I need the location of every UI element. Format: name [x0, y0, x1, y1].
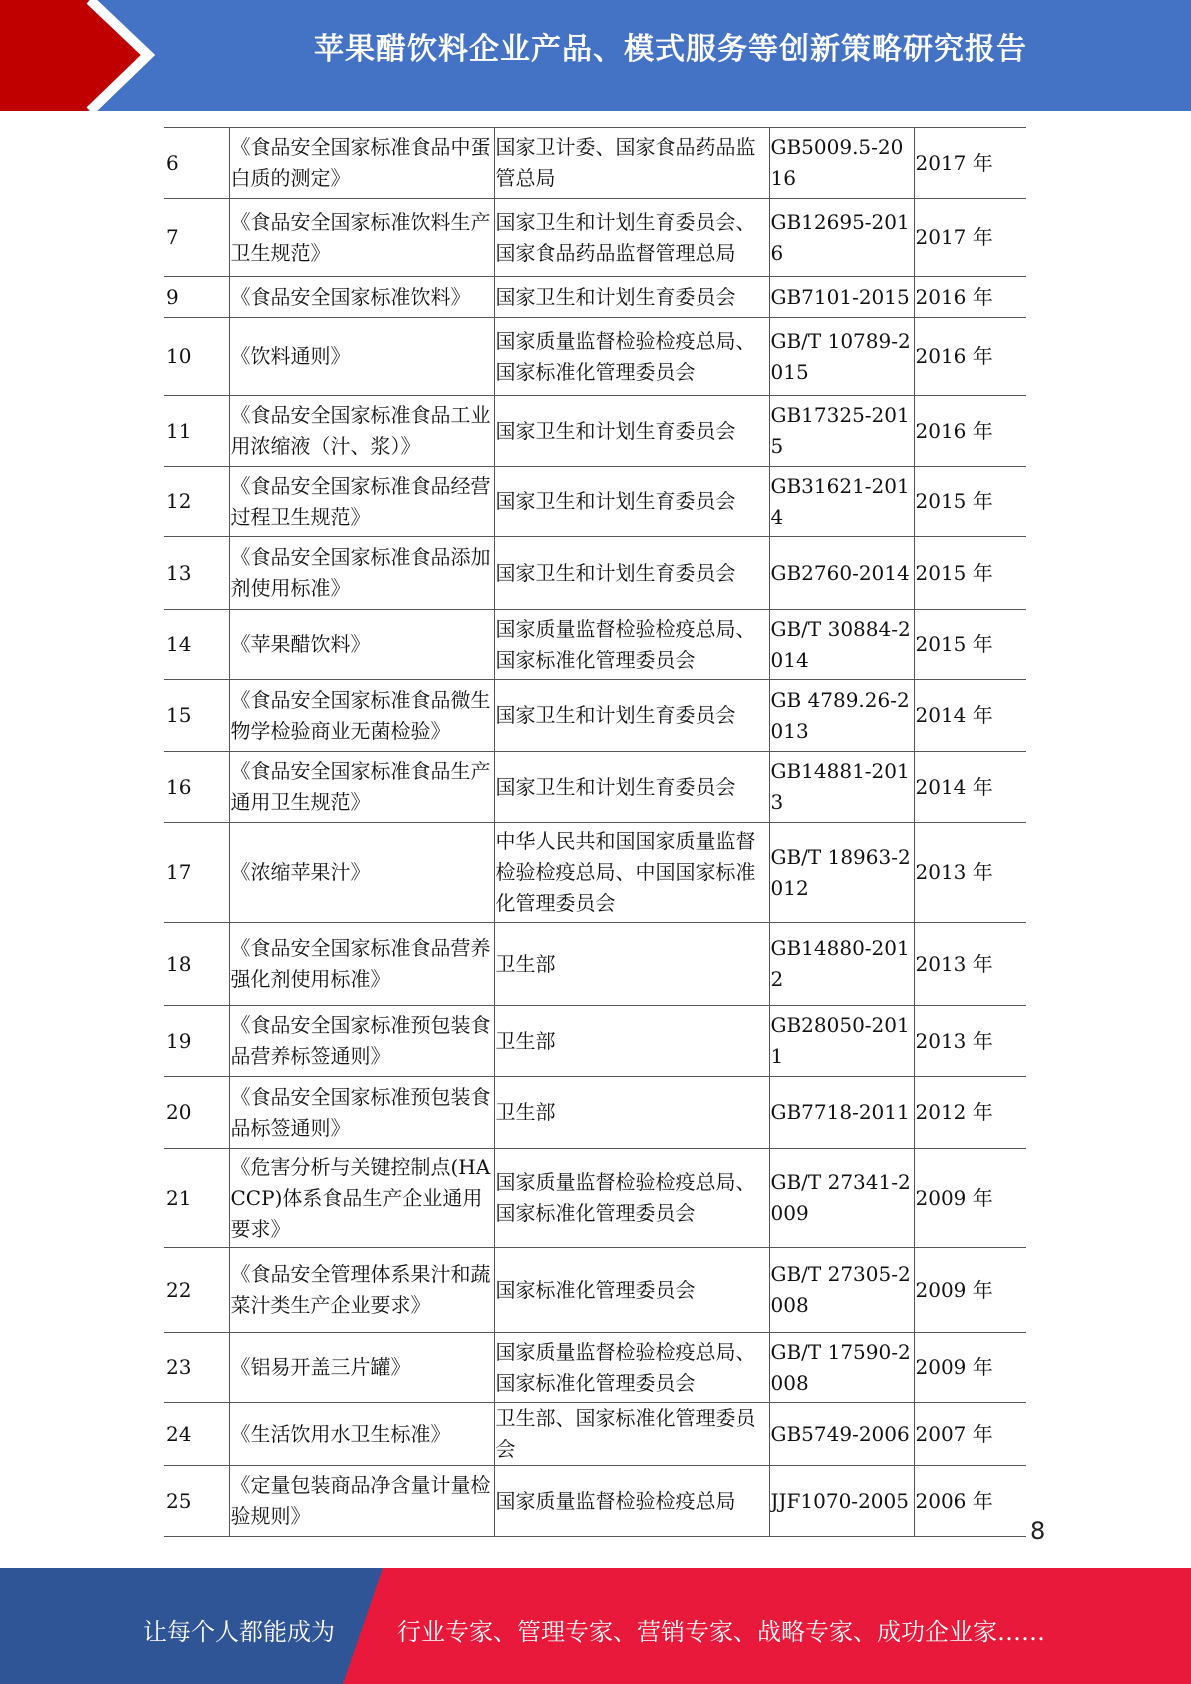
cell-standard-code: GB2760-2014 — [769, 537, 914, 610]
standards-table-body — [164, 128, 1026, 1537]
cell-standard-code: GB5749-2006 — [769, 1403, 914, 1466]
cell-standard-code: GB12695-2016 — [769, 199, 914, 277]
cell-effective-year: 2013 年 — [914, 1006, 1026, 1077]
cell-standard-name: 《食品安全国家标准食品生产通用卫生规范》 — [229, 752, 494, 823]
cell-effective-year: 2009 年 — [914, 1149, 1026, 1248]
cell-standard-name: 《浓缩苹果汁》 — [229, 823, 494, 923]
standards-table-container — [164, 127, 1026, 1537]
cell-issuing-authority: 国家卫生和计划生育委员会 — [494, 396, 769, 467]
cell-standard-code: GB/T 10789-2015 — [769, 318, 914, 396]
table-row — [164, 1149, 1026, 1248]
cell-issuing-authority: 国家标准化管理委员会 — [494, 1248, 769, 1333]
cell-row-number: 10 — [164, 318, 229, 396]
cell-standard-code: GB/T 30884-2014 — [769, 610, 914, 680]
cell-row-number: 16 — [164, 752, 229, 823]
header-red-arrow — [0, 0, 148, 111]
cell-effective-year: 2015 年 — [914, 467, 1026, 537]
cell-standard-code: GB17325-2015 — [769, 396, 914, 467]
cell-standard-name: 《饮料通则》 — [229, 318, 494, 396]
table-row — [164, 318, 1026, 396]
cell-row-number: 21 — [164, 1149, 229, 1248]
cell-effective-year: 2017 年 — [914, 128, 1026, 199]
cell-standard-code: GB5009.5-2016 — [769, 128, 914, 199]
cell-row-number: 11 — [164, 396, 229, 467]
table-row — [164, 752, 1026, 823]
cell-standard-name: 《苹果醋饮料》 — [229, 610, 494, 680]
table-row — [164, 1248, 1026, 1333]
cell-standard-name: 《食品安全国家标准食品经营过程卫生规范》 — [229, 467, 494, 537]
cell-effective-year: 2015 年 — [914, 610, 1026, 680]
cell-effective-year: 2014 年 — [914, 680, 1026, 752]
cell-effective-year: 2016 年 — [914, 396, 1026, 467]
cell-standard-code: GB/T 17590-2008 — [769, 1333, 914, 1403]
cell-effective-year: 2013 年 — [914, 823, 1026, 923]
cell-standard-name: 《定量包装商品净含量计量检验规则》 — [229, 1466, 494, 1537]
cell-issuing-authority: 卫生部、国家标准化管理委员会 — [494, 1403, 769, 1466]
cell-issuing-authority: 国家质量监督检验检疫总局、国家标准化管理委员会 — [494, 610, 769, 680]
cell-standard-name: 《食品安全管理体系果汁和蔬菜汁类生产企业要求》 — [229, 1248, 494, 1333]
cell-standard-code: GB31621-2014 — [769, 467, 914, 537]
table-row — [164, 199, 1026, 277]
cell-standard-name: 《食品安全国家标准食品中蛋白质的测定》 — [229, 128, 494, 199]
cell-standard-code: GB14881-2013 — [769, 752, 914, 823]
cell-row-number: 14 — [164, 610, 229, 680]
cell-row-number: 22 — [164, 1248, 229, 1333]
cell-effective-year: 2009 年 — [914, 1333, 1026, 1403]
cell-row-number: 17 — [164, 823, 229, 923]
cell-effective-year: 2016 年 — [914, 318, 1026, 396]
table-row — [164, 128, 1026, 199]
cell-issuing-authority: 国家卫生和计划生育委员会、国家食品药品监督管理总局 — [494, 199, 769, 277]
cell-effective-year: 2014 年 — [914, 752, 1026, 823]
cell-row-number: 15 — [164, 680, 229, 752]
cell-standard-name: 《食品安全国家标准食品工业用浓缩液（汁、浆）》 — [229, 396, 494, 467]
cell-effective-year: 2013 年 — [914, 923, 1026, 1006]
cell-row-number: 12 — [164, 467, 229, 537]
cell-issuing-authority: 国家卫生和计划生育委员会 — [494, 277, 769, 318]
cell-row-number: 20 — [164, 1077, 229, 1149]
table-row — [164, 610, 1026, 680]
cell-standard-code: GB/T 27341-2009 — [769, 1149, 914, 1248]
cell-row-number: 19 — [164, 1006, 229, 1077]
table-row — [164, 467, 1026, 537]
table-row — [164, 923, 1026, 1006]
table-row — [164, 537, 1026, 610]
table-row — [164, 1006, 1026, 1077]
cell-standard-name: 《食品安全国家标准预包装食品标签通则》 — [229, 1077, 494, 1149]
cell-effective-year: 2017 年 — [914, 199, 1026, 277]
cell-row-number: 25 — [164, 1466, 229, 1537]
table-row — [164, 277, 1026, 318]
cell-standard-code: GB14880-2012 — [769, 923, 914, 1006]
table-row — [164, 823, 1026, 923]
table-row — [164, 680, 1026, 752]
cell-standard-name: 《食品安全国家标准食品微生物学检验商业无菌检验》 — [229, 680, 494, 752]
page-number: 8 — [1030, 1517, 1046, 1545]
cell-issuing-authority: 国家质量监督检验检疫总局、国家标准化管理委员会 — [494, 1149, 769, 1248]
cell-standard-code: GB7718-2011 — [769, 1077, 914, 1149]
page-header — [0, 0, 1191, 111]
cell-standard-name: 《食品安全国家标准饮料生产卫生规范》 — [229, 199, 494, 277]
cell-row-number: 6 — [164, 128, 229, 199]
cell-issuing-authority: 中华人民共和国国家质量监督检验检疫总局、中国国家标准化管理委员会 — [494, 823, 769, 923]
cell-standard-code: GB/T 18963-2012 — [769, 823, 914, 923]
cell-effective-year: 2009 年 — [914, 1248, 1026, 1333]
cell-standard-code: GB/T 27305-2008 — [769, 1248, 914, 1333]
cell-standard-code: GB 4789.26-2013 — [769, 680, 914, 752]
standards-table — [164, 127, 1026, 1537]
footer-slogan-right: 行业专家、管理专家、营销专家、战略专家、成功企业家…… — [397, 1618, 1045, 1646]
cell-row-number: 23 — [164, 1333, 229, 1403]
cell-issuing-authority: 国家卫生和计划生育委员会 — [494, 752, 769, 823]
cell-row-number: 18 — [164, 923, 229, 1006]
cell-issuing-authority: 卫生部 — [494, 1006, 769, 1077]
table-row — [164, 1333, 1026, 1403]
cell-effective-year: 2012 年 — [914, 1077, 1026, 1149]
table-row — [164, 1403, 1026, 1466]
cell-standard-name: 《食品安全国家标准食品添加剂使用标准》 — [229, 537, 494, 610]
cell-effective-year: 2015 年 — [914, 537, 1026, 610]
cell-issuing-authority: 国家质量监督检验检疫总局 — [494, 1466, 769, 1537]
cell-issuing-authority: 国家卫生和计划生育委员会 — [494, 467, 769, 537]
cell-row-number: 9 — [164, 277, 229, 318]
cell-issuing-authority: 国家质量监督检验检疫总局、国家标准化管理委员会 — [494, 318, 769, 396]
cell-issuing-authority: 国家卫生和计划生育委员会 — [494, 537, 769, 610]
cell-standard-name: 《生活饮用水卫生标准》 — [229, 1403, 494, 1466]
footer-slogan-left: 让每个人都能成为 — [143, 1618, 335, 1646]
cell-standard-name: 《铝易开盖三片罐》 — [229, 1333, 494, 1403]
cell-effective-year: 2007 年 — [914, 1403, 1026, 1466]
cell-effective-year: 2006 年 — [914, 1466, 1026, 1537]
cell-standard-name: 《食品安全国家标准饮料》 — [229, 277, 494, 318]
cell-issuing-authority: 卫生部 — [494, 1077, 769, 1149]
cell-standard-name: 《危害分析与关键控制点(HACCP)体系食品生产企业通用要求》 — [229, 1149, 494, 1248]
cell-row-number: 13 — [164, 537, 229, 610]
cell-standard-name: 《食品安全国家标准预包装食品营养标签通则》 — [229, 1006, 494, 1077]
cell-standard-name: 《食品安全国家标准食品营养强化剂使用标准》 — [229, 923, 494, 1006]
cell-issuing-authority: 国家质量监督检验检疫总局、国家标准化管理委员会 — [494, 1333, 769, 1403]
report-title: 苹果醋饮料企业产品、模式服务等创新策略研究报告 — [314, 32, 1027, 67]
table-row — [164, 1466, 1026, 1537]
table-row — [164, 396, 1026, 467]
cell-standard-code: GB28050-2011 — [769, 1006, 914, 1077]
table-row — [164, 1077, 1026, 1149]
cell-issuing-authority: 卫生部 — [494, 923, 769, 1006]
cell-effective-year: 2016 年 — [914, 277, 1026, 318]
cell-row-number: 24 — [164, 1403, 229, 1466]
cell-standard-code: GB7101-2015 — [769, 277, 914, 318]
cell-issuing-authority: 国家卫计委、国家食品药品监管总局 — [494, 128, 769, 199]
cell-row-number: 7 — [164, 199, 229, 277]
cell-issuing-authority: 国家卫生和计划生育委员会 — [494, 680, 769, 752]
cell-standard-code: JJF1070-2005 — [769, 1466, 914, 1537]
